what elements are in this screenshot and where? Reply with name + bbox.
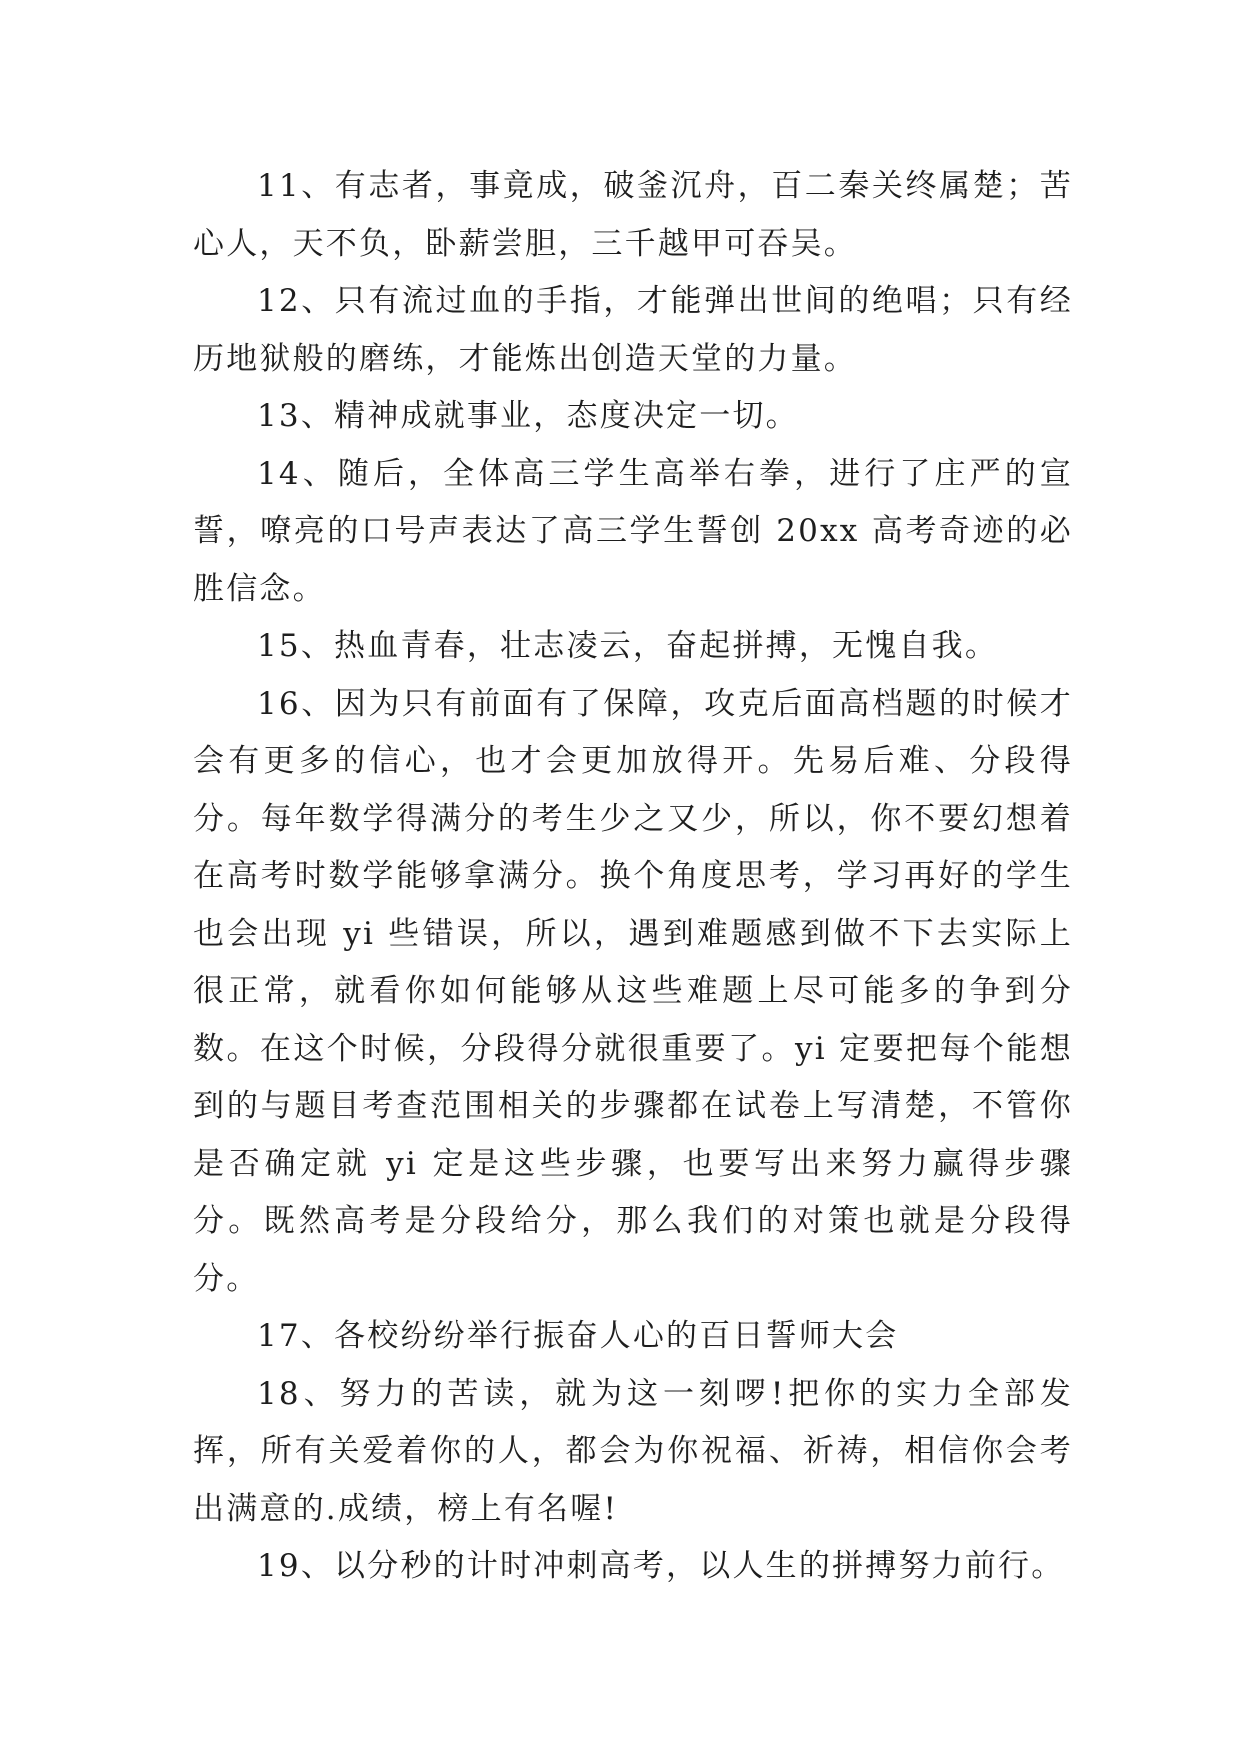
paragraph-18: 18、努力的苦读，就为这一刻啰!把你的实力全部发挥，所有关爱着你的人，都会为你祝福、祈祷，相信你会考出满意的.成绩，榜上有名喔! <box>193 1375 1073 1527</box>
paragraph-12: 12、只有流过血的手指，才能弹出世间的绝唱；只有经历地狱般的磨练，才能炼出创造天堂的力量。 <box>193 283 1073 377</box>
paragraph-19: 19、以分秒的计时冲刺高考，以人生的拼搏努力前行。 <box>257 1548 1065 1584</box>
paragraph-17: 17、各校纷纷举行振奋人心的百日誓师大会 <box>257 1318 899 1354</box>
paragraph-15: 15、热血青春，壮志凌云，奋起拼搏，无愧自我。 <box>257 628 999 664</box>
document-body <box>193 158 1073 1596</box>
paragraph-14: 14、随后，全体高三学生高举右拳，进行了庄严的宣誓，嘹亮的口号声表达了高三学生誓创 20xx 高考奇迹的必胜信念。 <box>193 455 1073 607</box>
paragraph-16: 16、因为只有前面有了保障，攻克后面高档题的时候才会有更多的信心，也才会更加放得开。先易后难、分段得分。每年数学得满分的考生少之又少，所以，你不要幻想着在高考时数学能够拿满分。换个角度思考，学习再好的学生也会出现 yi 些错误，所以，遇到难题感到做不下去实际上很正常，就看你如何能够从这些难题上尽可能多的争到分数。在这个时候，分段得分就很重要了。yi 定要把每个能想到的与题目考查范围相关的步骤都在试卷上写清楚，不管你是否确定就 yi 定是这些步骤，也要写出来努力赢得步骤分。既然高考是分段给分，那么我们的对策也就是分段得分。 <box>193 685 1073 1297</box>
paragraph-13: 13、精神成就事业，态度决定一切。 <box>257 398 799 434</box>
paragraph-11: 11、有志者，事竟成，破釜沉舟，百二秦关终属楚；苦心人，天不负，卧薪尝胆，三千越甲可吞吴。 <box>193 168 1073 262</box>
